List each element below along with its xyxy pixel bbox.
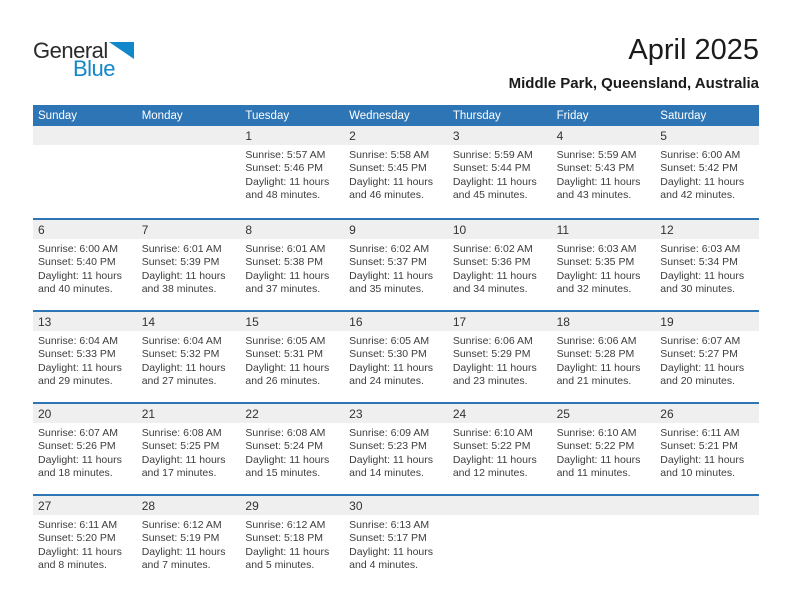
day-details: [448, 145, 552, 203]
day-details: [552, 423, 656, 481]
sunrise-text: Sunrise: 6:04 AM: [38, 335, 118, 347]
sunset-text: Sunset: 5:25 PM: [141, 440, 220, 453]
day-number: 7: [137, 220, 241, 239]
day-cell-26: [655, 404, 759, 494]
sunset-text: Sunset: 5:37 PM: [349, 256, 427, 269]
day-cell-25: [552, 404, 656, 494]
daylight-text-cont: and 23 minutes.: [452, 375, 528, 388]
day-cell-21: [137, 404, 241, 494]
day-number: 2: [344, 126, 448, 145]
day-number: [655, 496, 759, 515]
day-number: 13: [33, 312, 137, 331]
day-details: [655, 145, 759, 203]
day-cell-16: [344, 312, 448, 402]
day-cell-empty: [655, 496, 759, 586]
day-details: [655, 239, 759, 297]
day-cell-22: [240, 404, 344, 494]
calendar-table: [33, 105, 759, 586]
sunset-text: Sunset: 5:17 PM: [349, 532, 427, 545]
day-number: 24: [448, 404, 552, 423]
header-titles: [509, 34, 759, 92]
day-cell-24: [448, 404, 552, 494]
week-row-1: [33, 126, 759, 218]
daylight-text-cont: and 8 minutes.: [38, 559, 107, 572]
sunset-text: Sunset: 5:32 PM: [141, 348, 220, 361]
day-details: [344, 331, 448, 389]
daylight-text: Daylight: 11 hours: [349, 361, 433, 374]
sunrise-text: Sunrise: 6:06 AM: [452, 335, 533, 347]
sunset-text: Sunset: 5:39 PM: [141, 256, 220, 269]
sunset-text: Sunset: 5:45 PM: [349, 162, 427, 175]
day-details: [137, 423, 241, 481]
daylight-text: Daylight: 11 hours: [141, 545, 226, 558]
sunset-text: Sunset: 5:28 PM: [556, 348, 635, 361]
daylight-text-cont: and 30 minutes.: [660, 283, 735, 296]
day-details: [137, 515, 241, 573]
day-details: [137, 145, 241, 149]
daylight-text-cont: and 29 minutes.: [38, 375, 113, 388]
day-number: [33, 126, 137, 145]
day-number: 17: [448, 312, 552, 331]
daylight-text-cont: and 21 minutes.: [556, 375, 632, 388]
daylight-text: Daylight: 11 hours: [38, 453, 122, 466]
sunrise-text: Sunrise: 6:02 AM: [452, 243, 533, 255]
day-number: 3: [448, 126, 552, 145]
daylight-text-cont: and 46 minutes.: [349, 189, 424, 202]
sunset-text: Sunset: 5:30 PM: [349, 348, 427, 361]
day-number: 12: [655, 220, 759, 239]
daylight-text-cont: and 38 minutes.: [141, 283, 217, 296]
daylight-text-cont: and 45 minutes.: [452, 189, 528, 202]
sunrise-text: Sunrise: 6:08 AM: [141, 427, 222, 439]
day-details: [33, 515, 137, 573]
sunrise-text: Sunrise: 6:00 AM: [660, 149, 741, 161]
daylight-text: Daylight: 11 hours: [245, 269, 330, 282]
sunrise-text: Sunrise: 6:05 AM: [245, 335, 326, 347]
sunrise-text: Sunrise: 5:59 AM: [556, 149, 637, 161]
day-cell-empty: [137, 126, 241, 218]
day-number: 29: [240, 496, 344, 515]
day-details: [240, 239, 344, 297]
weekday-header-friday: Friday: [556, 109, 589, 122]
day-details: [448, 515, 552, 519]
daylight-text-cont: and 40 minutes.: [38, 283, 113, 296]
sunset-text: Sunset: 5:34 PM: [660, 256, 738, 269]
day-cell-6: [33, 220, 137, 310]
sunset-text: Sunset: 5:18 PM: [245, 532, 324, 545]
sunrise-text: Sunrise: 5:58 AM: [349, 149, 430, 161]
sunset-text: Sunset: 5:31 PM: [245, 348, 324, 361]
day-details: [448, 331, 552, 389]
day-details: [552, 145, 656, 203]
sunrise-text: Sunrise: 6:09 AM: [349, 427, 430, 439]
sunrise-text: Sunrise: 6:13 AM: [349, 519, 430, 531]
daylight-text-cont: and 11 minutes.: [556, 467, 631, 480]
day-cell-19: [655, 312, 759, 402]
week-row-2: [33, 218, 759, 310]
daylight-text: Daylight: 11 hours: [141, 453, 226, 466]
day-details: [344, 145, 448, 203]
location-subtitle: Middle Park, Queensland, Australia: [508, 75, 759, 92]
week-row-3: [33, 310, 759, 402]
day-details: [552, 239, 656, 297]
day-details: [240, 423, 344, 481]
day-cell-17: [448, 312, 552, 402]
weekday-header-thursday: Thursday: [452, 109, 501, 122]
day-number: 21: [137, 404, 241, 423]
sunset-text: Sunset: 5:21 PM: [660, 440, 738, 453]
day-number: 15: [240, 312, 344, 331]
day-cell-12: [655, 220, 759, 310]
weekday-header-saturday: Saturday: [660, 109, 707, 122]
day-number: 11: [552, 220, 656, 239]
weekday-header-wednesday: Wednesday: [349, 109, 410, 122]
daylight-text: Daylight: 11 hours: [349, 453, 433, 466]
week-row-4: [33, 402, 759, 494]
day-details: [33, 423, 137, 481]
sunrise-text: Sunrise: 6:02 AM: [349, 243, 430, 255]
day-number: [448, 496, 552, 515]
daylight-text-cont: and 48 minutes.: [245, 189, 321, 202]
day-cell-20: [33, 404, 137, 494]
day-cell-3: [448, 126, 552, 218]
sunset-text: Sunset: 5:24 PM: [245, 440, 324, 453]
sunrise-text: Sunrise: 6:11 AM: [38, 519, 118, 531]
sunrise-text: Sunrise: 5:59 AM: [452, 149, 533, 161]
daylight-text-cont: and 5 minutes.: [245, 559, 315, 572]
daylight-text: Daylight: 11 hours: [452, 269, 537, 282]
daylight-text: Daylight: 11 hours: [245, 361, 330, 374]
sunrise-text: Sunrise: 6:12 AM: [141, 519, 222, 531]
day-cell-2: [344, 126, 448, 218]
day-number: 5: [655, 126, 759, 145]
sunset-text: Sunset: 5:29 PM: [452, 348, 531, 361]
day-number: [137, 126, 241, 145]
day-cell-13: [33, 312, 137, 402]
week-row-5: [33, 494, 759, 586]
daylight-text: Daylight: 11 hours: [38, 269, 122, 282]
daylight-text-cont: and 17 minutes.: [141, 467, 217, 480]
sunset-text: Sunset: 5:20 PM: [38, 532, 116, 545]
day-cell-9: [344, 220, 448, 310]
sunrise-text: Sunrise: 6:00 AM: [38, 243, 118, 255]
sunrise-text: Sunrise: 6:07 AM: [660, 335, 741, 347]
day-number: 20: [33, 404, 137, 423]
sunset-text: Sunset: 5:43 PM: [556, 162, 635, 175]
sunset-text: Sunset: 5:40 PM: [38, 256, 116, 269]
sunrise-text: Sunrise: 6:06 AM: [556, 335, 637, 347]
day-cell-7: [137, 220, 241, 310]
day-number: 18: [552, 312, 656, 331]
day-details: [655, 423, 759, 481]
sunset-text: Sunset: 5:23 PM: [349, 440, 427, 453]
calendar-weeks: [33, 126, 759, 586]
sunrise-text: Sunrise: 5:57 AM: [245, 149, 326, 161]
daylight-text-cont: and 4 minutes.: [349, 559, 419, 572]
daylight-text: Daylight: 11 hours: [556, 453, 641, 466]
daylight-text-cont: and 7 minutes.: [141, 559, 211, 572]
day-details: [240, 331, 344, 389]
day-number: 26: [655, 404, 759, 423]
daylight-text-cont: and 18 minutes.: [38, 467, 113, 480]
day-details: [137, 331, 241, 389]
day-details: [655, 331, 759, 389]
sunset-text: Sunset: 5:35 PM: [556, 256, 635, 269]
daylight-text-cont: and 14 minutes.: [349, 467, 424, 480]
daylight-text-cont: and 27 minutes.: [141, 375, 217, 388]
logo-text-general: General: [33, 38, 108, 63]
daylight-text: Daylight: 11 hours: [245, 545, 330, 558]
day-cell-5: [655, 126, 759, 218]
daylight-text: Daylight: 11 hours: [349, 175, 433, 188]
daylight-text: Daylight: 11 hours: [556, 361, 641, 374]
sunset-text: Sunset: 5:46 PM: [245, 162, 324, 175]
sunset-text: Sunset: 5:33 PM: [38, 348, 116, 361]
daylight-text: Daylight: 11 hours: [452, 175, 537, 188]
sunrise-text: Sunrise: 6:04 AM: [141, 335, 222, 347]
sunrise-text: Sunrise: 6:05 AM: [349, 335, 430, 347]
sunrise-text: Sunrise: 6:08 AM: [245, 427, 326, 439]
daylight-text-cont: and 43 minutes.: [556, 189, 632, 202]
day-cell-18: [552, 312, 656, 402]
daylight-text: Daylight: 11 hours: [556, 175, 641, 188]
daylight-text: Daylight: 11 hours: [452, 361, 537, 374]
day-details: [448, 423, 552, 481]
logo-text-blue: Blue: [73, 56, 116, 81]
daylight-text-cont: and 34 minutes.: [452, 283, 528, 296]
day-number: 1: [240, 126, 344, 145]
day-cell-4: [552, 126, 656, 218]
sunset-text: Sunset: 5:36 PM: [452, 256, 531, 269]
daylight-text-cont: and 37 minutes.: [245, 283, 321, 296]
day-cell-empty: [448, 496, 552, 586]
sunset-text: Sunset: 5:19 PM: [141, 532, 220, 545]
day-cell-29: [240, 496, 344, 586]
weekday-header-row: [33, 105, 759, 126]
day-number: 27: [33, 496, 137, 515]
day-number: [552, 496, 656, 515]
day-cell-15: [240, 312, 344, 402]
day-number: 25: [552, 404, 656, 423]
day-details: [552, 331, 656, 389]
daylight-text: Daylight: 11 hours: [245, 453, 330, 466]
weekday-header-monday: Monday: [141, 109, 183, 122]
sunrise-text: Sunrise: 6:01 AM: [141, 243, 222, 255]
daylight-text-cont: and 12 minutes.: [452, 467, 528, 480]
day-cell-8: [240, 220, 344, 310]
daylight-text-cont: and 10 minutes.: [660, 467, 735, 480]
sunset-text: Sunset: 5:22 PM: [556, 440, 635, 453]
daylight-text-cont: and 35 minutes.: [349, 283, 424, 296]
weekday-header-tuesday: Tuesday: [245, 109, 290, 122]
daylight-text-cont: and 24 minutes.: [349, 375, 424, 388]
day-details: [240, 145, 344, 203]
sunrise-text: Sunrise: 6:03 AM: [556, 243, 637, 255]
day-details: [137, 239, 241, 297]
daylight-text: Daylight: 11 hours: [660, 453, 745, 466]
sunset-text: Sunset: 5:38 PM: [245, 256, 324, 269]
sunrise-text: Sunrise: 6:11 AM: [660, 427, 740, 439]
daylight-text: Daylight: 11 hours: [141, 269, 226, 282]
sunrise-text: Sunrise: 6:10 AM: [556, 427, 637, 439]
day-details: [655, 515, 759, 519]
day-number: 10: [448, 220, 552, 239]
day-number: 16: [344, 312, 448, 331]
sunrise-text: Sunrise: 6:03 AM: [660, 243, 741, 255]
daylight-text-cont: and 20 minutes.: [660, 375, 735, 388]
daylight-text: Daylight: 11 hours: [660, 269, 745, 282]
day-details: [344, 423, 448, 481]
day-number: 4: [552, 126, 656, 145]
daylight-text: Daylight: 11 hours: [38, 545, 122, 558]
day-details: [240, 515, 344, 573]
daylight-text: Daylight: 11 hours: [452, 453, 537, 466]
day-cell-23: [344, 404, 448, 494]
daylight-text: Daylight: 11 hours: [349, 545, 433, 558]
day-number: 6: [33, 220, 137, 239]
day-cell-27: [33, 496, 137, 586]
page-title: April 2025: [628, 34, 759, 66]
day-cell-empty: [33, 126, 137, 218]
day-details: [552, 515, 656, 519]
sunset-text: Sunset: 5:26 PM: [38, 440, 116, 453]
day-cell-30: [344, 496, 448, 586]
day-number: 30: [344, 496, 448, 515]
day-details: [344, 515, 448, 573]
day-number: 23: [344, 404, 448, 423]
daylight-text: Daylight: 11 hours: [141, 361, 226, 374]
sunrise-text: Sunrise: 6:10 AM: [452, 427, 533, 439]
sunset-text: Sunset: 5:42 PM: [660, 162, 738, 175]
day-cell-1: [240, 126, 344, 218]
sunset-text: Sunset: 5:27 PM: [660, 348, 738, 361]
daylight-text: Daylight: 11 hours: [556, 269, 641, 282]
weekday-header-sunday: Sunday: [38, 109, 78, 122]
daylight-text: Daylight: 11 hours: [245, 175, 330, 188]
day-number: 9: [344, 220, 448, 239]
day-number: 14: [137, 312, 241, 331]
sunset-text: Sunset: 5:22 PM: [452, 440, 531, 453]
sunrise-text: Sunrise: 6:07 AM: [38, 427, 118, 439]
daylight-text: Daylight: 11 hours: [38, 361, 122, 374]
day-cell-10: [448, 220, 552, 310]
day-cell-14: [137, 312, 241, 402]
daylight-text: Daylight: 11 hours: [349, 269, 433, 282]
sunrise-text: Sunrise: 6:12 AM: [245, 519, 326, 531]
day-details: [33, 239, 137, 297]
day-details: [448, 239, 552, 297]
daylight-text-cont: and 15 minutes.: [245, 467, 321, 480]
day-cell-empty: [552, 496, 656, 586]
day-number: 19: [655, 312, 759, 331]
day-details: [33, 145, 137, 149]
generalblue-logo: [33, 40, 134, 80]
day-number: 8: [240, 220, 344, 239]
sunset-text: Sunset: 5:44 PM: [452, 162, 531, 175]
sunrise-text: Sunrise: 6:01 AM: [245, 243, 326, 255]
day-number: 28: [137, 496, 241, 515]
daylight-text-cont: and 32 minutes.: [556, 283, 632, 296]
daylight-text-cont: and 26 minutes.: [245, 375, 321, 388]
daylight-text: Daylight: 11 hours: [660, 175, 745, 188]
day-cell-28: [137, 496, 241, 586]
daylight-text-cont: and 42 minutes.: [660, 189, 735, 202]
day-details: [344, 239, 448, 297]
day-details: [33, 331, 137, 389]
day-cell-11: [552, 220, 656, 310]
daylight-text: Daylight: 11 hours: [660, 361, 745, 374]
day-number: 22: [240, 404, 344, 423]
